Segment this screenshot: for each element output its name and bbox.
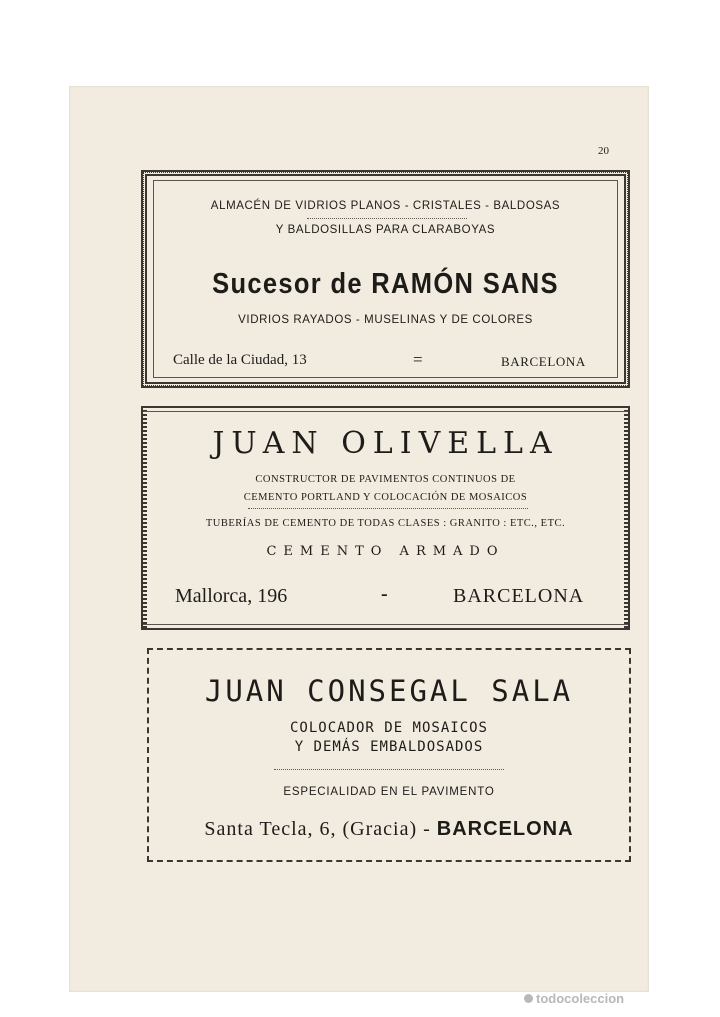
ad1-title: Sucesor de RAMÓN SANS (212, 268, 559, 300)
ad2-top-rule (143, 411, 628, 412)
ad-juan-consegal-sala (147, 648, 631, 862)
page-number: 20 (598, 145, 609, 157)
ad2-line4: CEMENTO ARMADO (266, 544, 505, 559)
ad3-city: BARCELONA (436, 818, 574, 840)
ad1-separator: = (413, 350, 423, 369)
ad2-title: JUAN OLIVELLA (212, 426, 559, 461)
ad1-line3: VIDRIOS RAYADOS - MUSELINAS Y DE COLORES (238, 314, 533, 326)
ad-ramon-sans (141, 170, 630, 388)
ad2-line3: TUBERÍAS DE CEMENTO DE TODAS CLASES : GRANITO : ETC., ETC. (205, 518, 566, 529)
ad3-line3: ESPECIALIDAD EN EL PAVIMENTO (283, 786, 495, 798)
ad1-address: Calle de la Ciudad, 13 (173, 352, 307, 368)
ad1-line2: Y BALDOSILLAS PARA CLARABOYAS (275, 224, 496, 236)
ad3-address: Santa Tecla, 6, (Gracia) - (204, 818, 431, 840)
ad3-line1: COLOCADOR DE MOSAICOS (289, 720, 488, 736)
ad2-bottom-rule (143, 624, 628, 625)
ad-juan-olivella (141, 406, 630, 630)
watermark-dot-icon (524, 994, 533, 1003)
ad2-city: BARCELONA (453, 585, 585, 607)
ad3-title: JUAN CONSEGAL SALA (204, 674, 574, 708)
ad2-rule (248, 508, 528, 509)
ad2-line1: CONSTRUCTOR DE PAVIMENTOS CONTINUOS DE (255, 474, 516, 485)
ad1-rule (307, 218, 467, 219)
ad2-address: Mallorca, 196 (175, 585, 288, 607)
watermark (524, 991, 624, 1006)
ad2-separator: - (381, 583, 388, 605)
ad3-rule (274, 769, 504, 770)
watermark-text: todocoleccion (536, 991, 625, 1006)
ad2-line2: CEMENTO PORTLAND Y COLOCACIÓN DE MOSAICOS (243, 492, 528, 503)
ad1-line1: ALMACÉN DE VIDRIOS PLANOS - CRISTALES - BALDOSAS (210, 200, 561, 212)
ad3-line2: Y DEMÁS EMBALDOSADOS (294, 739, 484, 755)
ad3-address-line (149, 818, 629, 841)
ad1-city: BARCELONA (501, 354, 586, 369)
